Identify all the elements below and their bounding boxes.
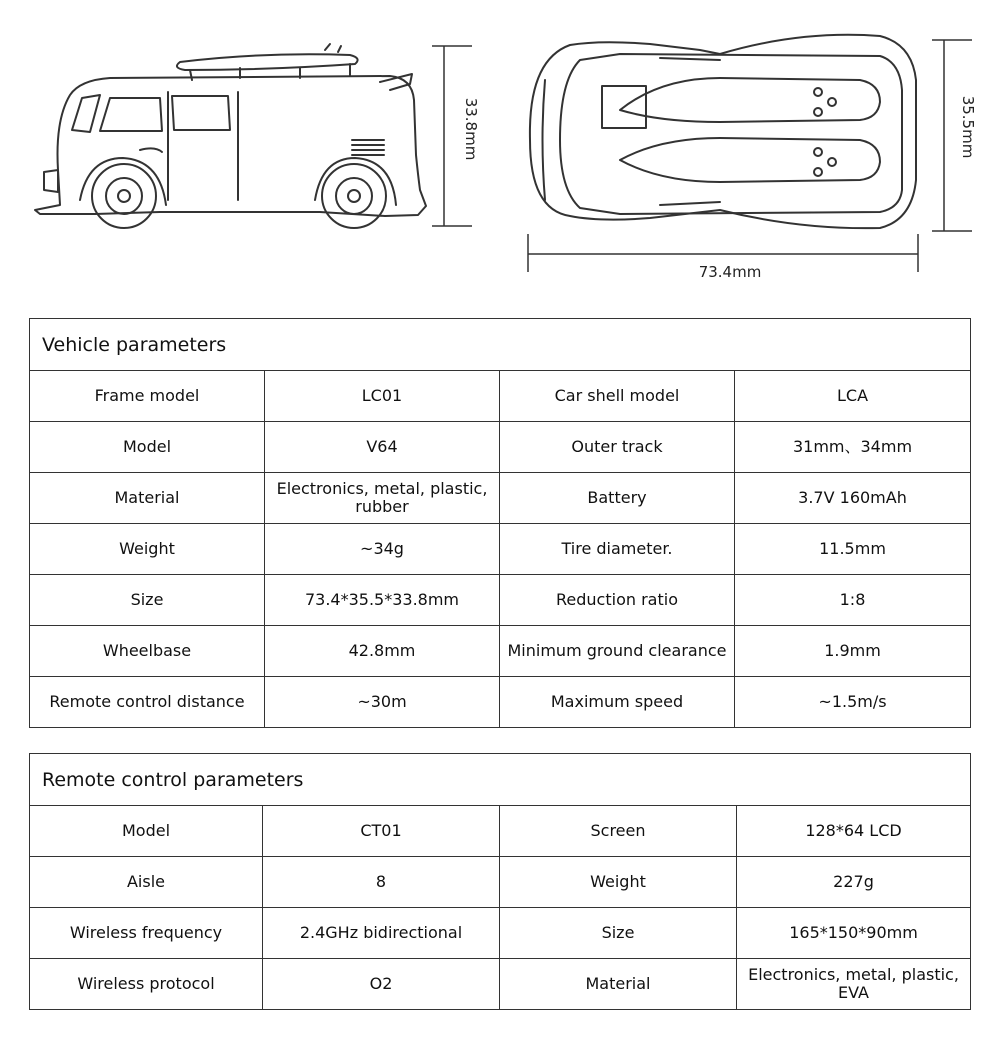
vehicle-top-view-drawing (530, 35, 916, 228)
remote-control-parameters-table (29, 753, 971, 1010)
param-label: Outer track (500, 422, 735, 473)
param-value: LCA (735, 371, 971, 422)
param-value: V64 (265, 422, 500, 473)
param-value: Electronics, metal, plastic, EVA (737, 959, 971, 1010)
table-row (30, 575, 971, 626)
vehicle-side-view-drawing (0, 0, 1000, 300)
param-value: O2 (263, 959, 500, 1010)
param-label: Weight (500, 857, 737, 908)
table-row (30, 371, 971, 422)
param-value: 8 (263, 857, 500, 908)
param-label: Car shell model (500, 371, 735, 422)
technical-drawing (0, 0, 1000, 300)
param-value: 165*150*90mm (737, 908, 971, 959)
param-label: Material (500, 959, 737, 1010)
param-label: Frame model (30, 371, 265, 422)
param-value: 3.7V 160mAh (735, 473, 971, 524)
param-label: Tire diameter. (500, 524, 735, 575)
table-row (30, 473, 971, 524)
table-row (30, 908, 971, 959)
param-value: ~1.5m/s (735, 677, 971, 728)
table-row (30, 422, 971, 473)
param-value: 227g (737, 857, 971, 908)
param-label: Maximum speed (500, 677, 735, 728)
length-dimension-label: 73.4mm (698, 263, 762, 281)
param-value: 1:8 (735, 575, 971, 626)
param-label: Weight (30, 524, 265, 575)
param-label: Wheelbase (30, 626, 265, 677)
param-value: 42.8mm (265, 626, 500, 677)
param-label: Size (500, 908, 737, 959)
param-value: CT01 (263, 806, 500, 857)
remote-parameters-title: Remote control parameters (30, 754, 971, 806)
param-label: Size (30, 575, 265, 626)
param-value: 128*64 LCD (737, 806, 971, 857)
param-label: Wireless protocol (30, 959, 263, 1010)
param-value: ~34g (265, 524, 500, 575)
param-label: Screen (500, 806, 737, 857)
table-row (30, 626, 971, 677)
vehicle-parameters-table (29, 318, 971, 728)
param-label: Aisle (30, 857, 263, 908)
param-value: LC01 (265, 371, 500, 422)
param-value: 1.9mm (735, 626, 971, 677)
table-row (30, 857, 971, 908)
height-dimension-label: 33.8mm (462, 97, 480, 161)
param-label: Wireless frequency (30, 908, 263, 959)
width-dimension-label: 35.5mm (959, 95, 977, 159)
param-value: 31mm、34mm (735, 422, 971, 473)
table-row (30, 959, 971, 1010)
param-label: Minimum ground clearance (500, 626, 735, 677)
param-label: Remote control distance (30, 677, 265, 728)
vehicle-parameters-title: Vehicle parameters (30, 319, 971, 371)
table-row (30, 524, 971, 575)
param-label: Material (30, 473, 265, 524)
param-value: 11.5mm (735, 524, 971, 575)
table-row (30, 806, 971, 857)
param-label: Model (30, 806, 263, 857)
table-row (30, 677, 971, 728)
param-label: Battery (500, 473, 735, 524)
param-value: 73.4*35.5*33.8mm (265, 575, 500, 626)
param-value: 2.4GHz bidirectional (263, 908, 500, 959)
param-label: Reduction ratio (500, 575, 735, 626)
param-label: Model (30, 422, 265, 473)
param-value: Electronics, metal, plastic, rubber (265, 473, 500, 524)
param-value: ~30m (265, 677, 500, 728)
